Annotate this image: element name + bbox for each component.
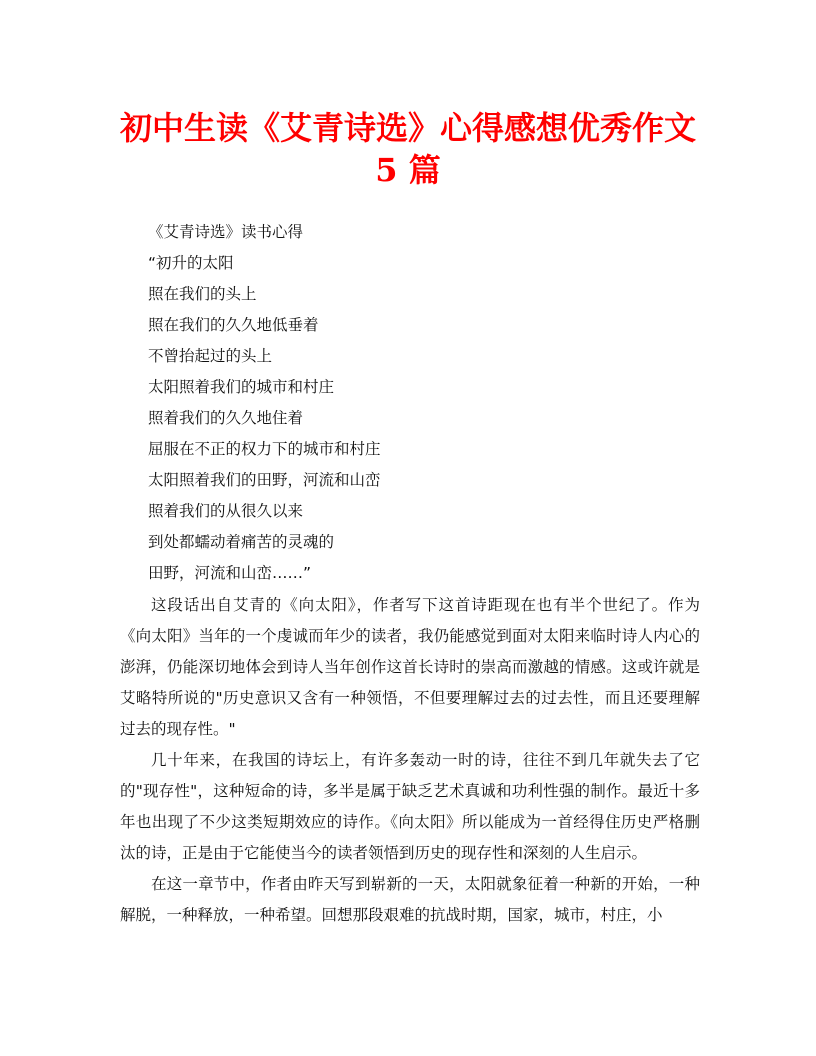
body-paragraph: 这段话出自艾青的《向太阳》，作者写下这首诗距现在也有半个世纪了。作为《向太阳》当年的一个虔诚而年少的读者，我仍能感觉到面对太阳来临时诗人内心的澎湃，仍能深切地体会到诗人当年创作这首长诗时的崇高而激越的情感。这或许就是艾略特所说的"历史意识又含有一种领悟，不但要理解过去的过去性，而且还要理解过去的现存性。" [120,596,700,738]
poem-line: 照在我们的久久地低垂着 [148,316,319,334]
poem-line: 田野，河流和山峦……” [148,564,312,582]
poem-line: “初升的太阳 [148,254,234,272]
poem-line: 照着我们的从很久以来 [148,502,304,520]
poem-line: 屈服在不正的权力下的城市和村庄 [148,440,381,458]
poem-line: 到处都蠕动着痛苦的灵魂的 [148,533,335,551]
body-paragraph: 在这一章节中，作者由昨天写到崭新的一天，太阳就象征着一种新的开始，一种解脱，一种释放，一种希望。回想那段艰难的抗战时期，国家，城市，村庄，小 [120,875,700,924]
poem-line: 照着我们的久久地住着 [148,409,304,427]
document-title-line1: 初中生读《艾青诗选》心得感想优秀作文 [119,109,696,147]
body-paragraph: 几十年来，在我国的诗坛上，有许多轰动一时的诗，往往不到几年就失去了它的"现存性"，这种短命的诗，多半是属于缺乏艺术真诚和功利性强的制作。最近十多年也出现了不少这类短期效应的诗作。《向太阳》所以能成为一首经得住历史严格删汰的诗，正是由于它能使当今的读者领悟到历史的现存性和深刻的人生启示。 [120,751,700,862]
poem-line: 不曾抬起过的头上 [148,347,273,365]
poem-line: 太阳照着我们的田野，河流和山峦 [148,471,381,489]
section-heading: 《艾青诗选》读书心得 [148,223,304,241]
poem-line: 太阳照着我们的城市和村庄 [148,378,335,396]
document-title-line2: 5 篇 [375,151,441,189]
poem-block [148,217,381,589]
poem-line: 照在我们的头上 [148,285,257,303]
